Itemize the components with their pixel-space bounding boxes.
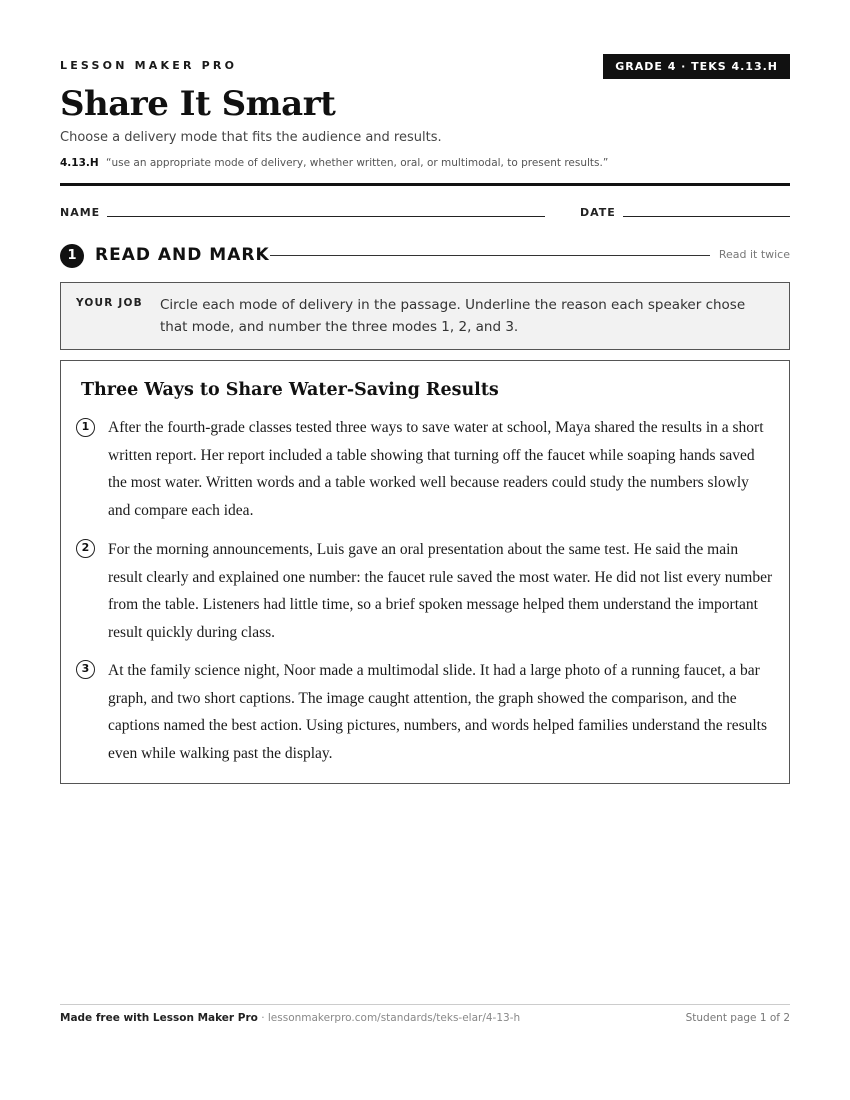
section-title: READ AND MARK <box>95 245 270 265</box>
footer-credit <box>60 1012 520 1024</box>
standard-text: “use an appropriate mode of delivery, whether written, oral, or multimodal, to present results.” <box>106 157 609 169</box>
paragraph: After the fourth-grade classes tested three ways to save water at school, Maya shared the results in a short written report. Her report included a table showing that turning off the faucet while soaping hands saved the most water. Written words and a table worked well because readers could study the numbers slowly and compare each idea. <box>108 419 764 519</box>
standard-line <box>60 157 608 169</box>
footer-url[interactable]: · lessonmakerpro.com/standards/teks-elar/4-13-h <box>257 1012 521 1024</box>
date-field[interactable] <box>623 216 790 217</box>
paragraph: At the family science night, Noor made a multimodal slide. It had a large photo of a running faucet, a bar graph, and two short captions. The image caught attention, the graph showed the comparison, and the captions named the best action. Using pictures, numbers, and words helped families understand the results even while walking past the display. <box>108 662 768 762</box>
name-field[interactable] <box>107 216 545 217</box>
standard-code: 4.13.H <box>60 157 99 169</box>
date-label: DATE <box>580 206 616 219</box>
footer-made-with: Made free with Lesson Maker Pro <box>60 1012 258 1024</box>
brand-name: LESSON MAKER PRO <box>60 59 238 72</box>
section-number: 1 <box>60 244 84 268</box>
section-divider <box>270 255 710 256</box>
passage-title: Three Ways to Share Water-Saving Results <box>81 380 499 400</box>
paragraph-number: 1 <box>76 418 95 437</box>
paragraph-number: 2 <box>76 539 95 558</box>
footer-divider <box>60 1004 790 1005</box>
name-label: NAME <box>60 206 101 219</box>
paragraph-number: 3 <box>76 660 95 679</box>
passage-box <box>60 360 790 784</box>
job-box <box>60 282 790 350</box>
job-text: Circle each mode of delivery in the passage. Underline the reason each speaker chose that mode, and number the three modes 1, 2, and 3. <box>160 297 746 335</box>
page-subtitle: Choose a delivery mode that fits the audience and results. <box>60 130 442 145</box>
job-label: YOUR JOB <box>76 297 143 309</box>
page-indicator: Student page 1 of 2 <box>685 1012 790 1024</box>
paragraph: For the morning announcements, Luis gave an oral presentation about the same test. He said the main result clearly and explained one number: the faucet rule saved the most water. He did not list every number from the table. Listeners had little time, so a brief spoken message helped them understand the important result quickly during class. <box>108 541 773 641</box>
page-title: Share It Smart <box>60 84 336 124</box>
grade-badge: GRADE 4 · TEKS 4.13.H <box>603 54 790 79</box>
header-divider <box>60 183 790 186</box>
section-note: Read it twice <box>718 248 790 261</box>
